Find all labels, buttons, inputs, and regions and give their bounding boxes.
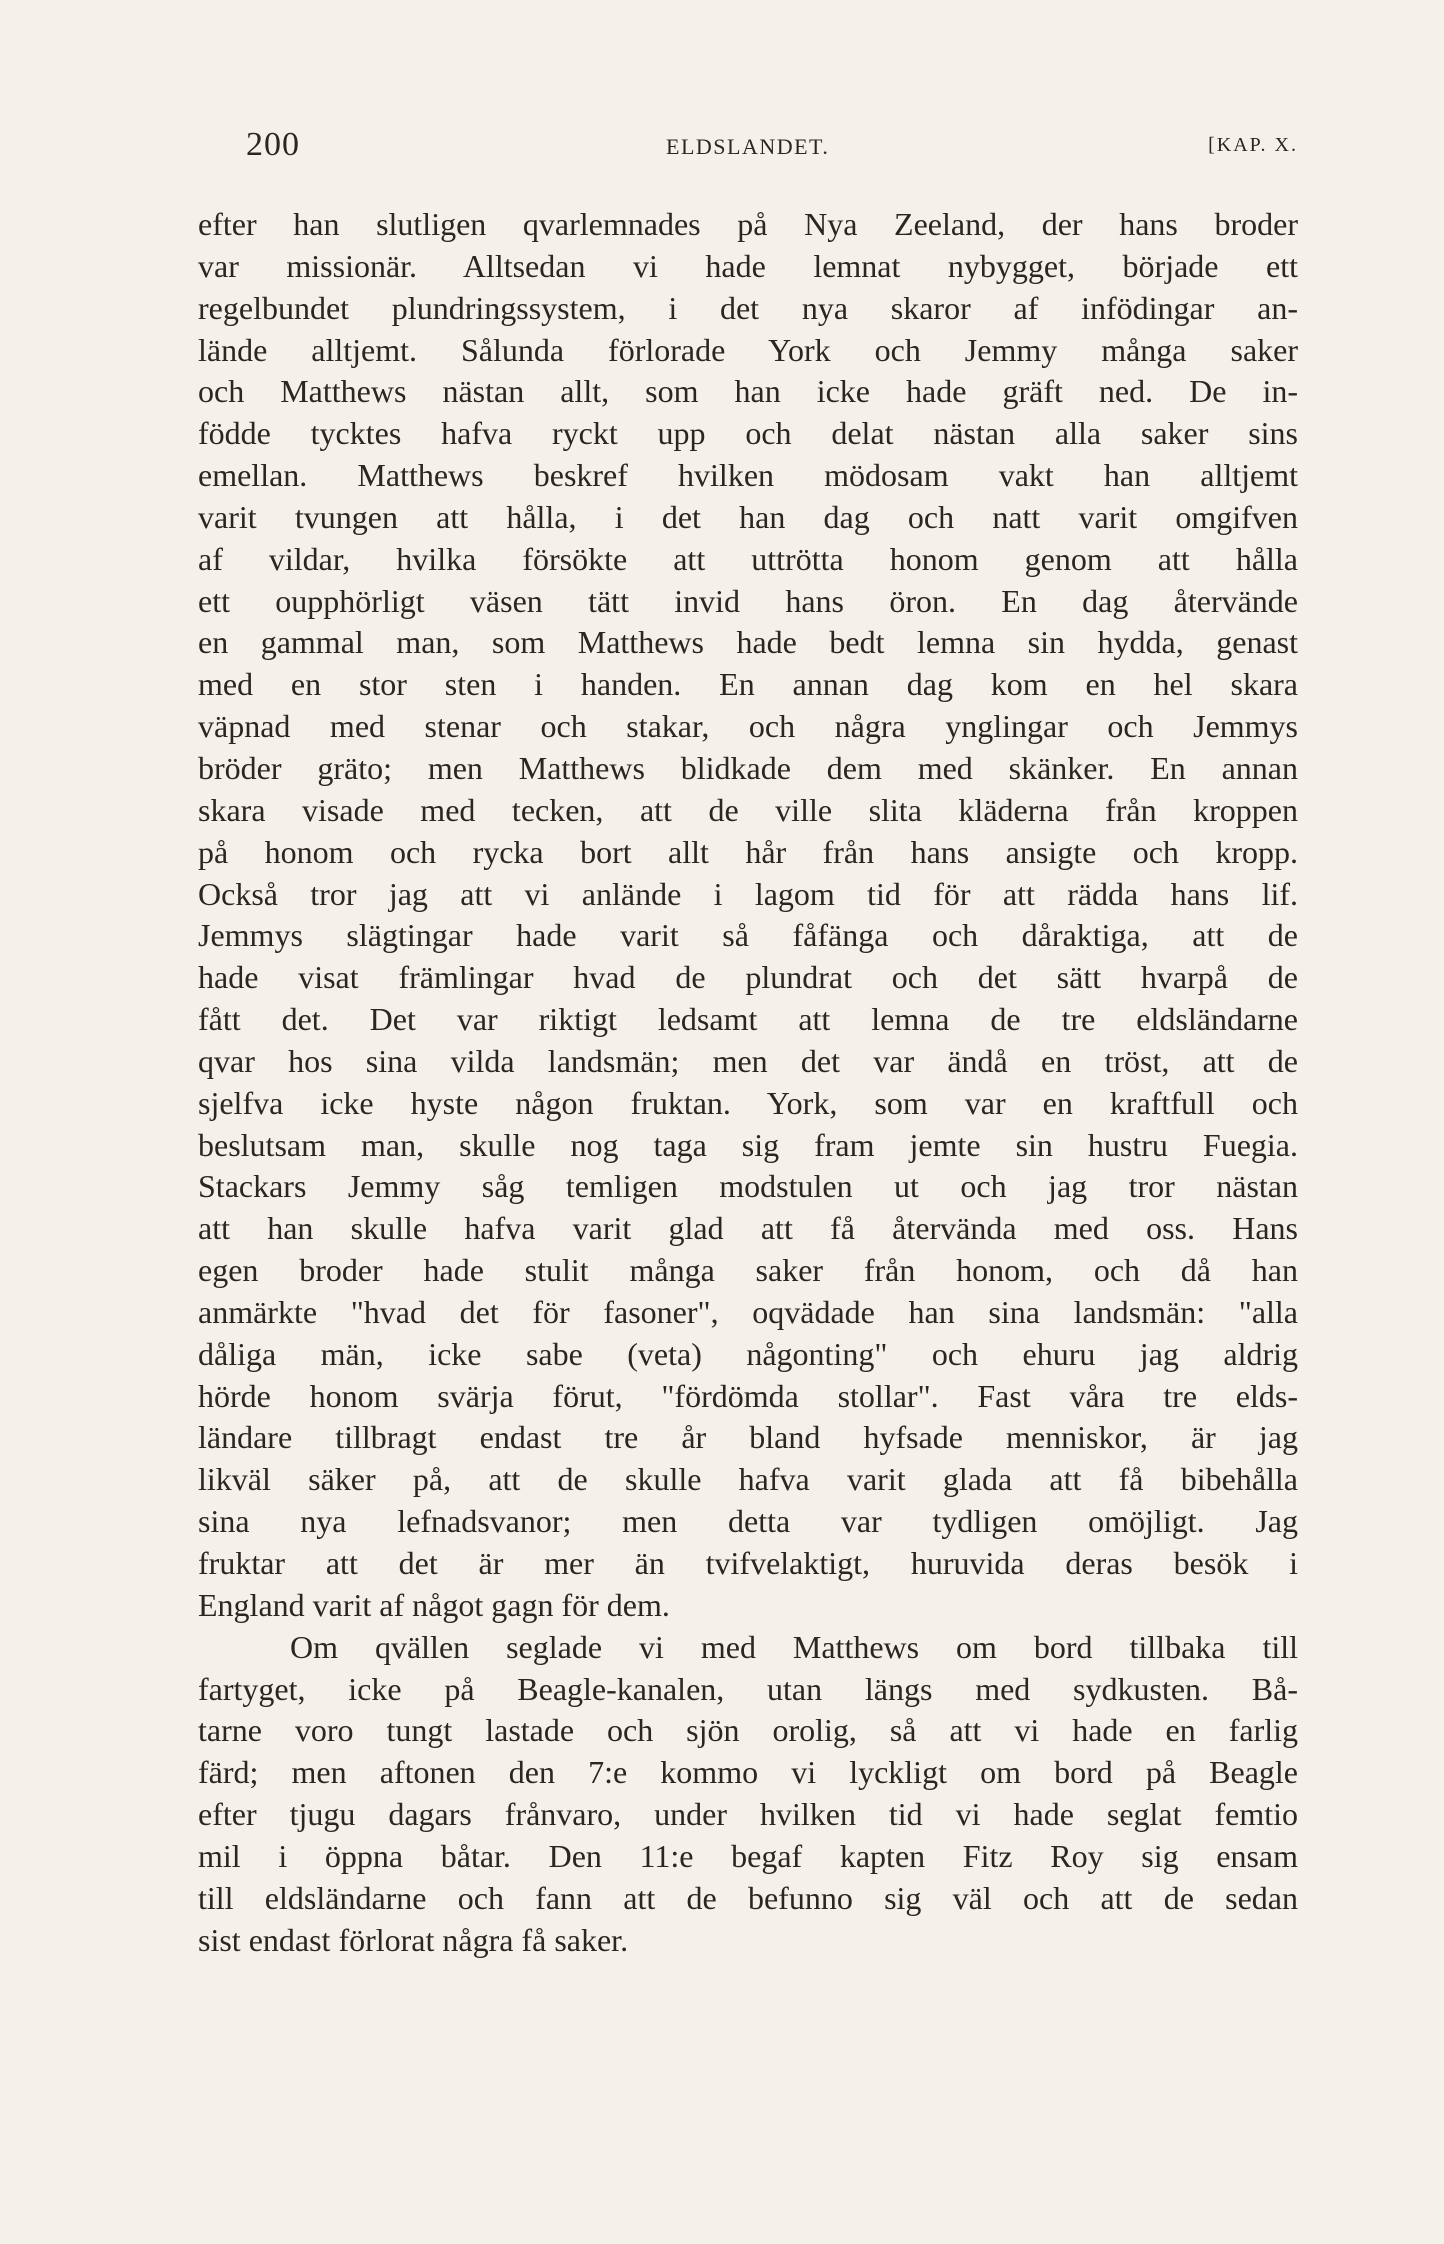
text-line: sina nya lefnadsvanor; men detta var tydligen omöjligt. Jag [198,1503,1298,1540]
text-line: lände alltjemt. Sålunda förlorade York och Jemmy många saker [198,331,1298,368]
text-line: Jemmys slägtingar hade varit så fåfänga och dåraktiga, att de [198,917,1298,954]
text-line: bröder gräto; men Matthews blidkade dem med skänker. En annan [198,749,1298,786]
text-line: emellan. Matthews beskref hvilken mödosam vakt han alltjemt [198,457,1298,494]
text-line: fått det. Det var riktigt ledsamt att lemna de tre eldsländarne [198,1001,1298,1038]
text-line: fartyget, icke på Beagle-kanalen, utan längs med sydkusten. Bå- [198,1670,1298,1707]
text-line: hörde honom svärja förut, "fördömda stollar". Fast våra tre elds- [198,1377,1298,1414]
paragraph-1 [198,204,1298,1627]
text-line: och Matthews nästan allt, som han icke hade gräft ned. De in- [198,373,1298,410]
text-line: till eldsländarne och fann att de befunno sig väl och att de sedan [198,1879,1298,1916]
page-number: 200 [246,126,300,163]
text-line: varit tvungen att hålla, i det han dag och natt varit omgifven [198,498,1298,535]
text-line: färd; men aftonen den 7:e kommo vi lyckligt om bord på Beagle [198,1754,1298,1791]
text-line: efter han slutligen qvarlemnades på Nya Zeeland, der hans broder [198,206,1298,242]
text-line: dåliga män, icke sabe (veta) någonting" och ehuru jag aldrig [198,1335,1298,1372]
text-line: likväl säker på, att de skulle hafva varit glada att få bibehålla [198,1461,1298,1498]
text-line: Stackars Jemmy såg temligen modstulen ut och jag tror nästan [198,1168,1298,1205]
text-line: ländare tillbragt endast tre år bland hyfsade menniskor, är jag [198,1419,1298,1456]
text-line: var missionär. Alltsedan vi hade lemnat nybygget, började ett [198,247,1298,284]
text-line: en gammal man, som Matthews hade bedt lemna sin hydda, genast [198,624,1298,661]
body-text [198,204,1298,1961]
text-line: efter tjugu dagars frånvaro, under hvilken tid vi hade seglat femtio [198,1796,1298,1833]
paragraph-2 [198,1627,1298,1962]
text-line: sist endast förlorat några få saker. [198,1921,629,1958]
text-line: födde tycktes hafva ryckt upp och delat nästan alla saker sins [198,415,1298,452]
text-line: regelbundet plundringssystem, i det nya skaror af infödingar an- [198,289,1298,326]
text-line: England varit af något gagn för dem. [198,1586,670,1623]
text-line: ett oupphörligt väsen tätt invid hans öron. En dag återvände [198,582,1298,619]
text-line: af vildar, hvilka försökte att uttrötta honom genom att hålla [198,540,1298,577]
text-line: på honom och rycka bort allt hår från hans ansigte och kropp. [198,833,1298,870]
text-line: Också tror jag att vi anlände i lagom tid för att rädda hans lif. [198,875,1298,912]
text-line: qvar hos sina vilda landsmän; men det var ändå en tröst, att de [198,1042,1298,1079]
text-line: anmärkte "hvad det för fasoner", oqvädade han sina landsmän: "alla [198,1293,1298,1330]
running-head [246,126,1298,166]
text-line: att han skulle hafva varit glad att få återvända med oss. Hans [198,1210,1298,1247]
text-line: egen broder hade stulit många saker från honom, och då han [198,1252,1298,1289]
text-line: hade visat främlingar hvad de plundrat och det sätt hvarpå de [198,959,1298,996]
text-line: med en stor sten i handen. En annan dag kom en hel skara [198,666,1298,703]
text-line: väpnad med stenar och stakar, och några ynglingar och Jemmys [198,708,1298,745]
text-line: Om qvällen seglade vi med Matthews om bord tillbaka till [290,1628,1298,1665]
text-line: tarne voro tungt lastade och sjön orolig, så att vi hade en farlig [198,1712,1298,1749]
text-line: mil i öppna båtar. Den 11:e begaf kapten Fitz Roy sig ensam [198,1837,1298,1874]
chapter-reference: [KAP. X. [1208,134,1298,156]
text-line: sjelfva icke hyste någon fruktan. York, som var en kraftfull och [198,1084,1298,1121]
running-title: ELDSLANDET. [666,134,830,159]
text-line: skara visade med tecken, att de ville slita kläderna från kroppen [198,791,1298,828]
text-line: fruktar att det är mer än tvifvelaktigt, huruvida deras besök i [198,1545,1298,1581]
text-line: beslutsam man, skulle nog taga sig fram jemte sin hustru Fuegia. [198,1126,1298,1163]
